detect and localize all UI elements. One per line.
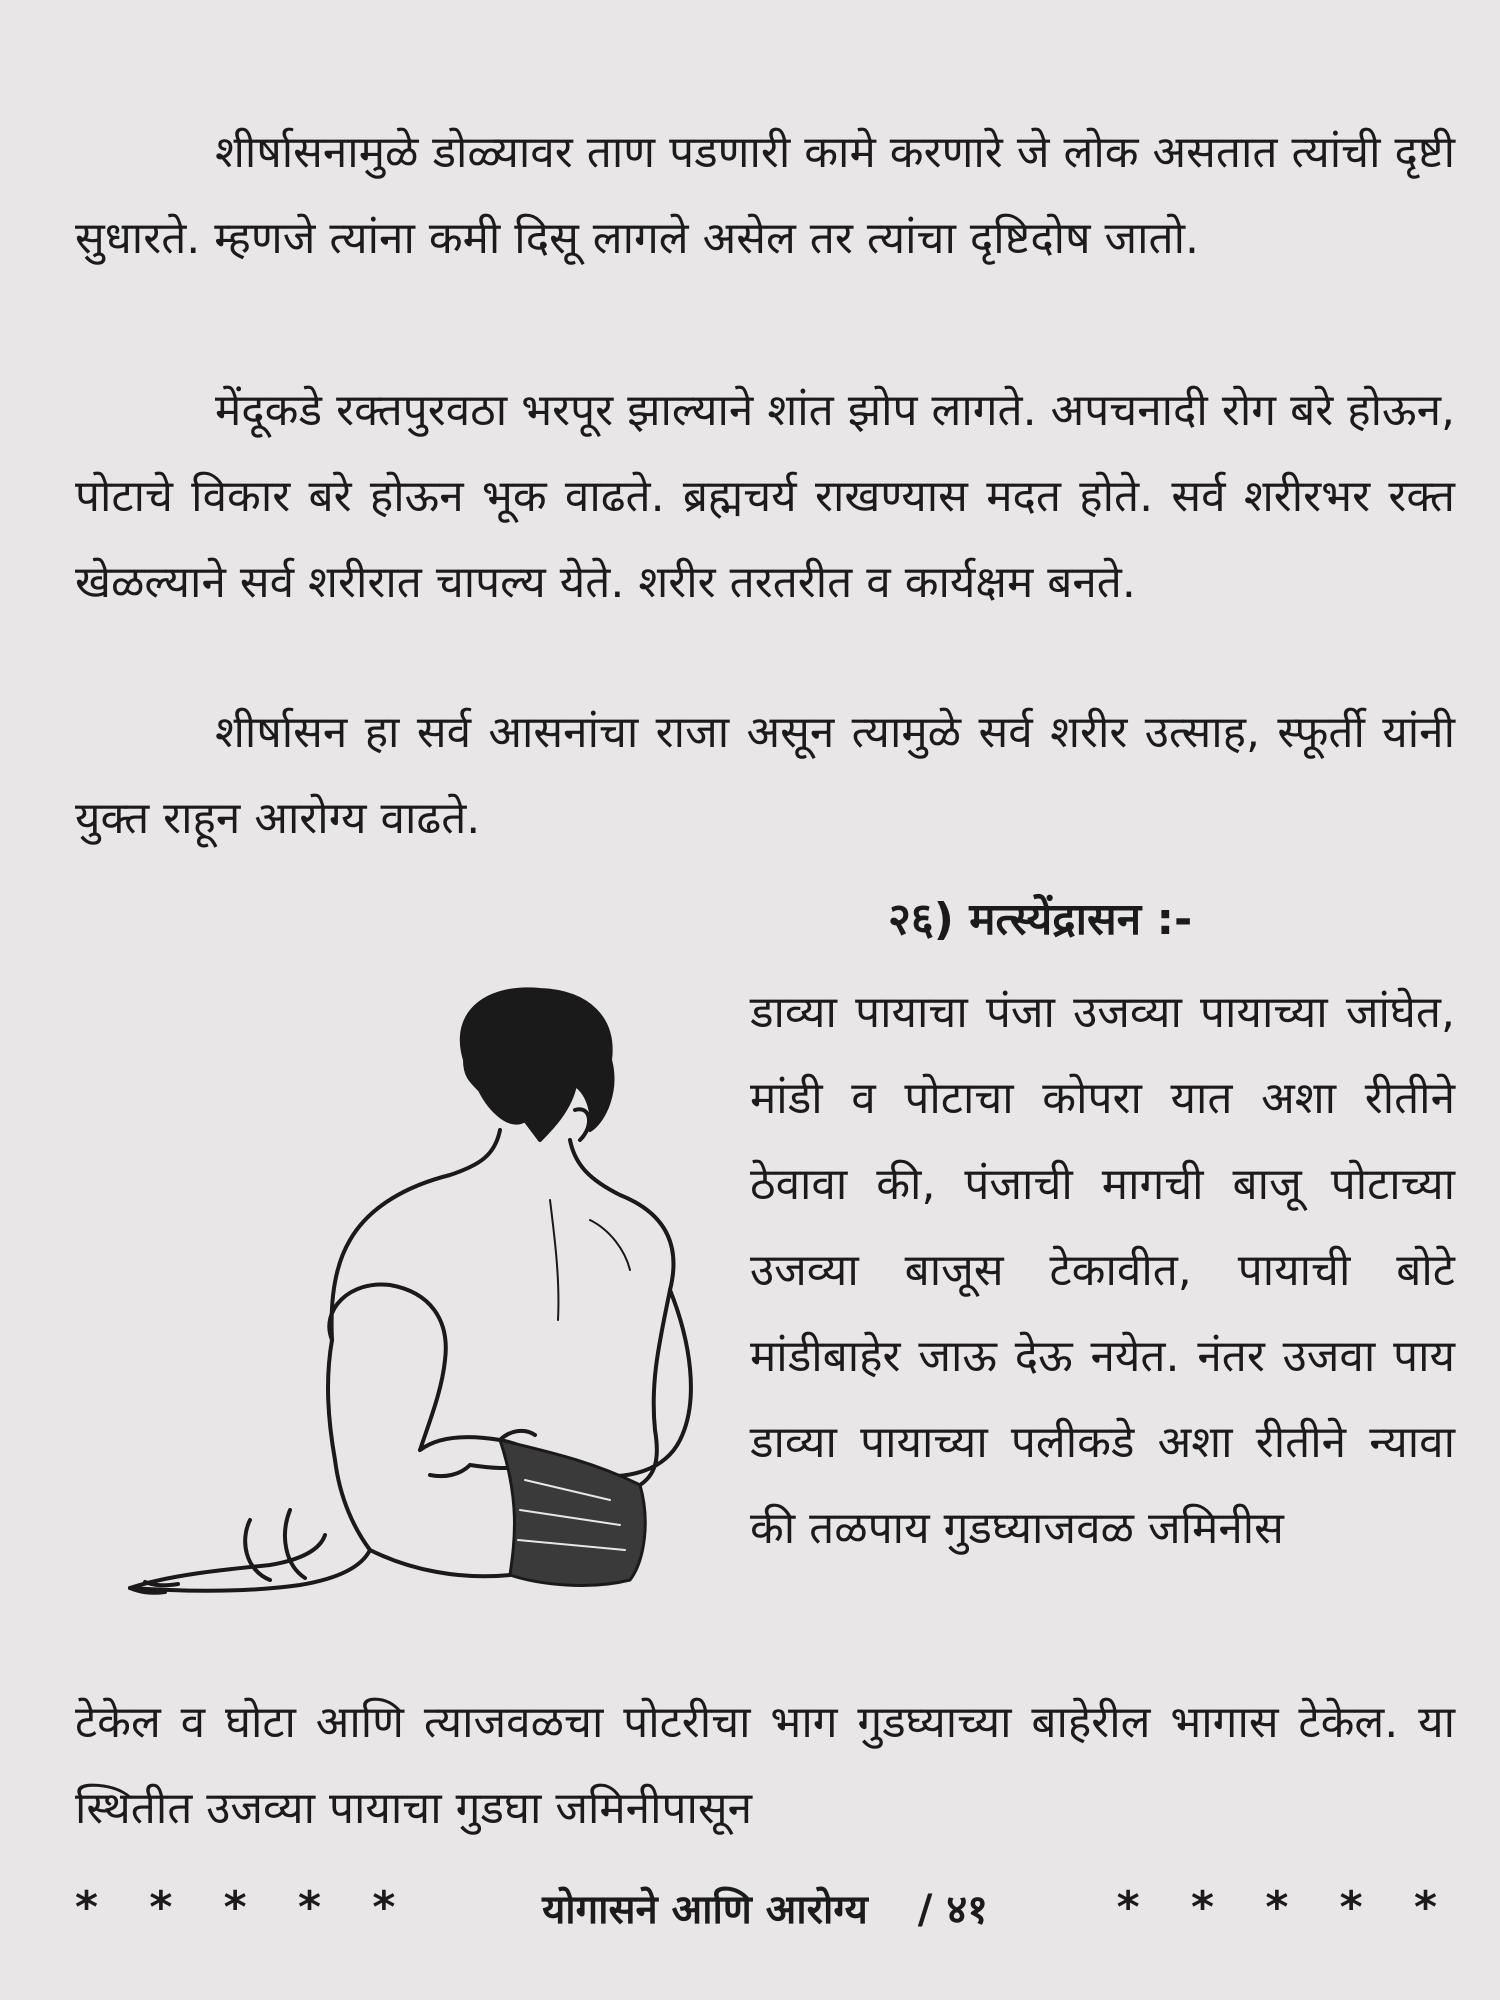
footer-title-group bbox=[542, 1880, 988, 1935]
section-text-continued: टेकेल व घोटा आणि त्याजवळचा पोटरीचा भाग गुडघ्याच्या बाहेरील भागास टेकेल. या स्थितीत उजव्या पायाचा गुडघा जमिनीपासून bbox=[75, 1697, 1455, 1834]
page-number: / ४१ bbox=[917, 1886, 988, 1933]
paragraph-1-text: शीर्षासनामुळे डोळ्यावर ताण पडणारी कामे करणारे जे लोक असतात त्यांची दृष्टी सुधारते. म्हणजे त्यांना कमी दिसू लागले असेल तर त्यांचा दृष्टिदोष जातो. bbox=[75, 127, 1455, 264]
book-title: योगासने आणि आरोग्य bbox=[542, 1886, 868, 1933]
paragraph-1 bbox=[75, 110, 1455, 282]
footer-stars-left: * * * * * bbox=[75, 1881, 414, 1933]
paragraph-3 bbox=[75, 690, 1455, 862]
section-text-beside-figure: डाव्या पायाचा पंजा उजव्या पायाच्या जांघेत, मांडी व पोटाचा कोपरा यात अशा रीतीने ठेवावा की, पंजाची मागची बाजू पोटाच्या उजव्या बाजूस टेकावीत, पायाची बोटे मांडीबाहेर जाऊ देऊ नयेत. नंतर उजवा पाय डाव्या पायाच्या पलीकडे अशा रीतीने न्यावा की तळपाय गुडघ्याजवळ जमिनीस bbox=[750, 987, 1455, 1554]
section-heading: २६) मत्स्येंद्रासन :- bbox=[888, 894, 1193, 945]
paragraph-2 bbox=[75, 368, 1455, 626]
footer-stars-right: * * * * * bbox=[1116, 1881, 1455, 1933]
seated-twist-pose-illustration bbox=[70, 980, 730, 1640]
page-footer bbox=[75, 1872, 1455, 1942]
paragraph-3-text: शीर्षासन हा सर्व आसनांचा राजा असून त्यामुळे सर्व शरीर उत्साह, स्फूर्ती यांनी युक्त राहून आरोग्य वाढते. bbox=[75, 707, 1455, 844]
paragraph-2-text: मेंदूकडे रक्तपुरवठा भरपूर झाल्याने शांत झोप लागते. अपचनादी रोग बरे होऊन, पोटाचे विकार बरे होऊन भूक वाढते. ब्रह्मचर्य राखण्यास मदत होते. सर्व शरीरभर रक्त खेळल्याने सर्व शरीरात चापल्य येते. शरीर तरतरीत व कार्यक्षम बनते. bbox=[75, 385, 1455, 608]
